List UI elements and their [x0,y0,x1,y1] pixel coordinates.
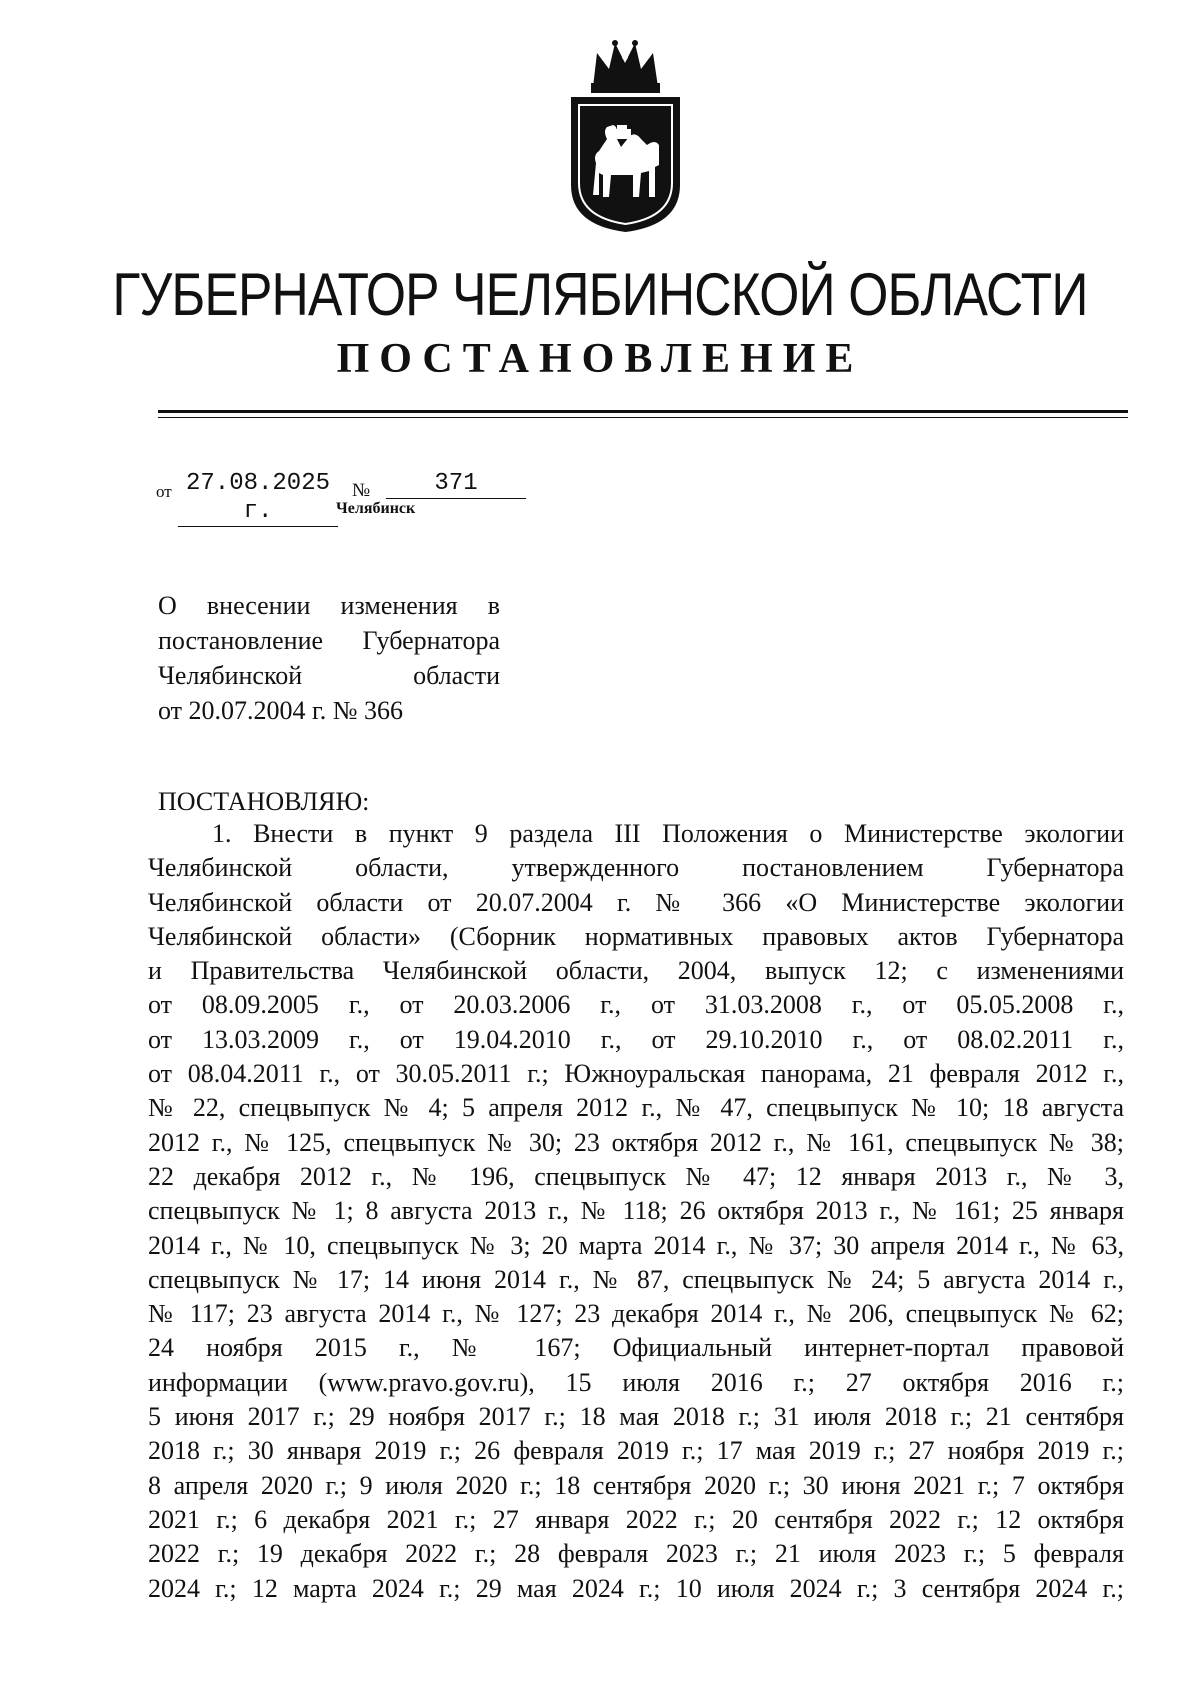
body-line: спецвыпуск № 1; 8 августа 2013 г., № 118; 26 октября 2013 г., № 161; 25 января [148,1196,1124,1226]
organization-title: ГУБЕРНАТОР ЧЕЛЯБИНСКОЙ ОБЛАСТИ [112,261,1088,328]
body-line: 8 апреля 2020 г.; 9 июля 2020 г.; 18 сентября 2020 г.; 30 июня 2021 г.; 7 октября [148,1470,1124,1500]
body-line: 22 декабря 2012 г., № 196, спецвыпуск № 47; 12 января 2013 г., № 3, [148,1161,1124,1191]
body-line: 2014 г., № 10, спецвыпуск № 3; 20 марта 2014 г., № 37; 30 апреля 2014 г., № 63, [148,1230,1124,1260]
document-date: 27.08.2025 г. [178,470,338,527]
body-line: 2024 г.; 12 марта 2024 г.; 29 мая 2024 г.; 10 июля 2024 г.; 3 сентября 2024 г.; [148,1573,1124,1603]
body-line: 2018 г.; 30 января 2019 г.; 26 февраля 2019 г.; 17 мая 2019 г.; 27 ноября 2019 г.; [148,1436,1124,1466]
body-line: от 08.09.2005 г., от 20.03.2006 г., от 31.03.2008 г., от 05.05.2008 г., [148,990,1124,1020]
document-subject [158,588,500,728]
subject-line: постановление Губернатора [158,626,500,655]
body-line: спецвыпуск № 17; 14 июня 2014 г., № 87, спецвыпуск № 24; 5 августа 2014 г., [148,1264,1124,1294]
body-line: 1. Внести в пункт 9 раздела III Положения о Министерстве экологии [212,819,1124,848]
subject-line: Челябинской области [158,661,500,690]
body-line: 5 июня 2017 г.; 29 ноября 2017 г.; 18 мая 2018 г.; 31 июля 2018 г.; 21 сентября [148,1402,1124,1432]
subject-line: О внесении изменения в [158,591,500,620]
body-line: № 117; 23 августа 2014 г., № 127; 23 декабря 2014 г., № 206, спецвыпуск № 62; [148,1299,1124,1329]
body-line: № 22, спецвыпуск № 4; 5 апреля 2012 г., № 47, спецвыпуск № 10; 18 августа [148,1093,1124,1123]
body-line: Челябинской области, утвержденного постановлением Губернатора [148,853,1124,883]
body-line: и Правительства Челябинской области, 2004, выпуск 12; с изменениями [148,956,1124,986]
body-line: от 08.04.2011 г., от 30.05.2011 г.; Южноуральская панорама, 21 февраля 2012 г., [148,1059,1124,1089]
body-line: 24 ноября 2015 г., № 167; Официальный интернет-портал правовой [148,1333,1124,1363]
number-sign-label: № [352,480,371,501]
document-type-heading: ПОСТАНОВЛЕНИЕ [336,336,864,382]
body-line: информации (www.pravo.gov.ru), 15 июля 2016 г.; 27 октября 2016 г.; [148,1367,1124,1397]
body-line: Челябинской области от 20.07.2004 г. № 366 «О Министерстве экологии [148,887,1124,917]
coat-of-arms-icon [563,35,688,235]
body-line: 2022 г.; 19 декабря 2022 г.; 28 февраля 2023 г.; 21 июля 2023 г.; 5 февраля [148,1539,1124,1569]
header-divider-thick [158,410,1128,413]
date-prefix-label: от [156,482,172,501]
subject-line: от 20.07.2004 г. № 366 [158,696,404,725]
body-line: 2021 г.; 6 декабря 2021 г.; 27 января 2022 г.; 20 сентября 2022 г.; 12 октября [148,1504,1124,1534]
body-line: Челябинской области» (Сборник нормативных правовых актов Губернатора [148,921,1124,951]
body-line: от 13.03.2009 г., от 19.04.2010 г., от 29.10.2010 г., от 08.02.2011 г., [148,1024,1124,1054]
document-city: Челябинск [336,500,416,517]
document-body [148,817,1124,1606]
body-line: 2012 г., № 125, спецвыпуск № 30; 23 октября 2012 г., № 161, спецвыпуск № 38; [148,1127,1124,1157]
resolve-heading: ПОСТАНОВЛЯЮ: [158,787,370,816]
document-number: 371 [386,470,526,499]
header-divider-thin [158,417,1128,418]
